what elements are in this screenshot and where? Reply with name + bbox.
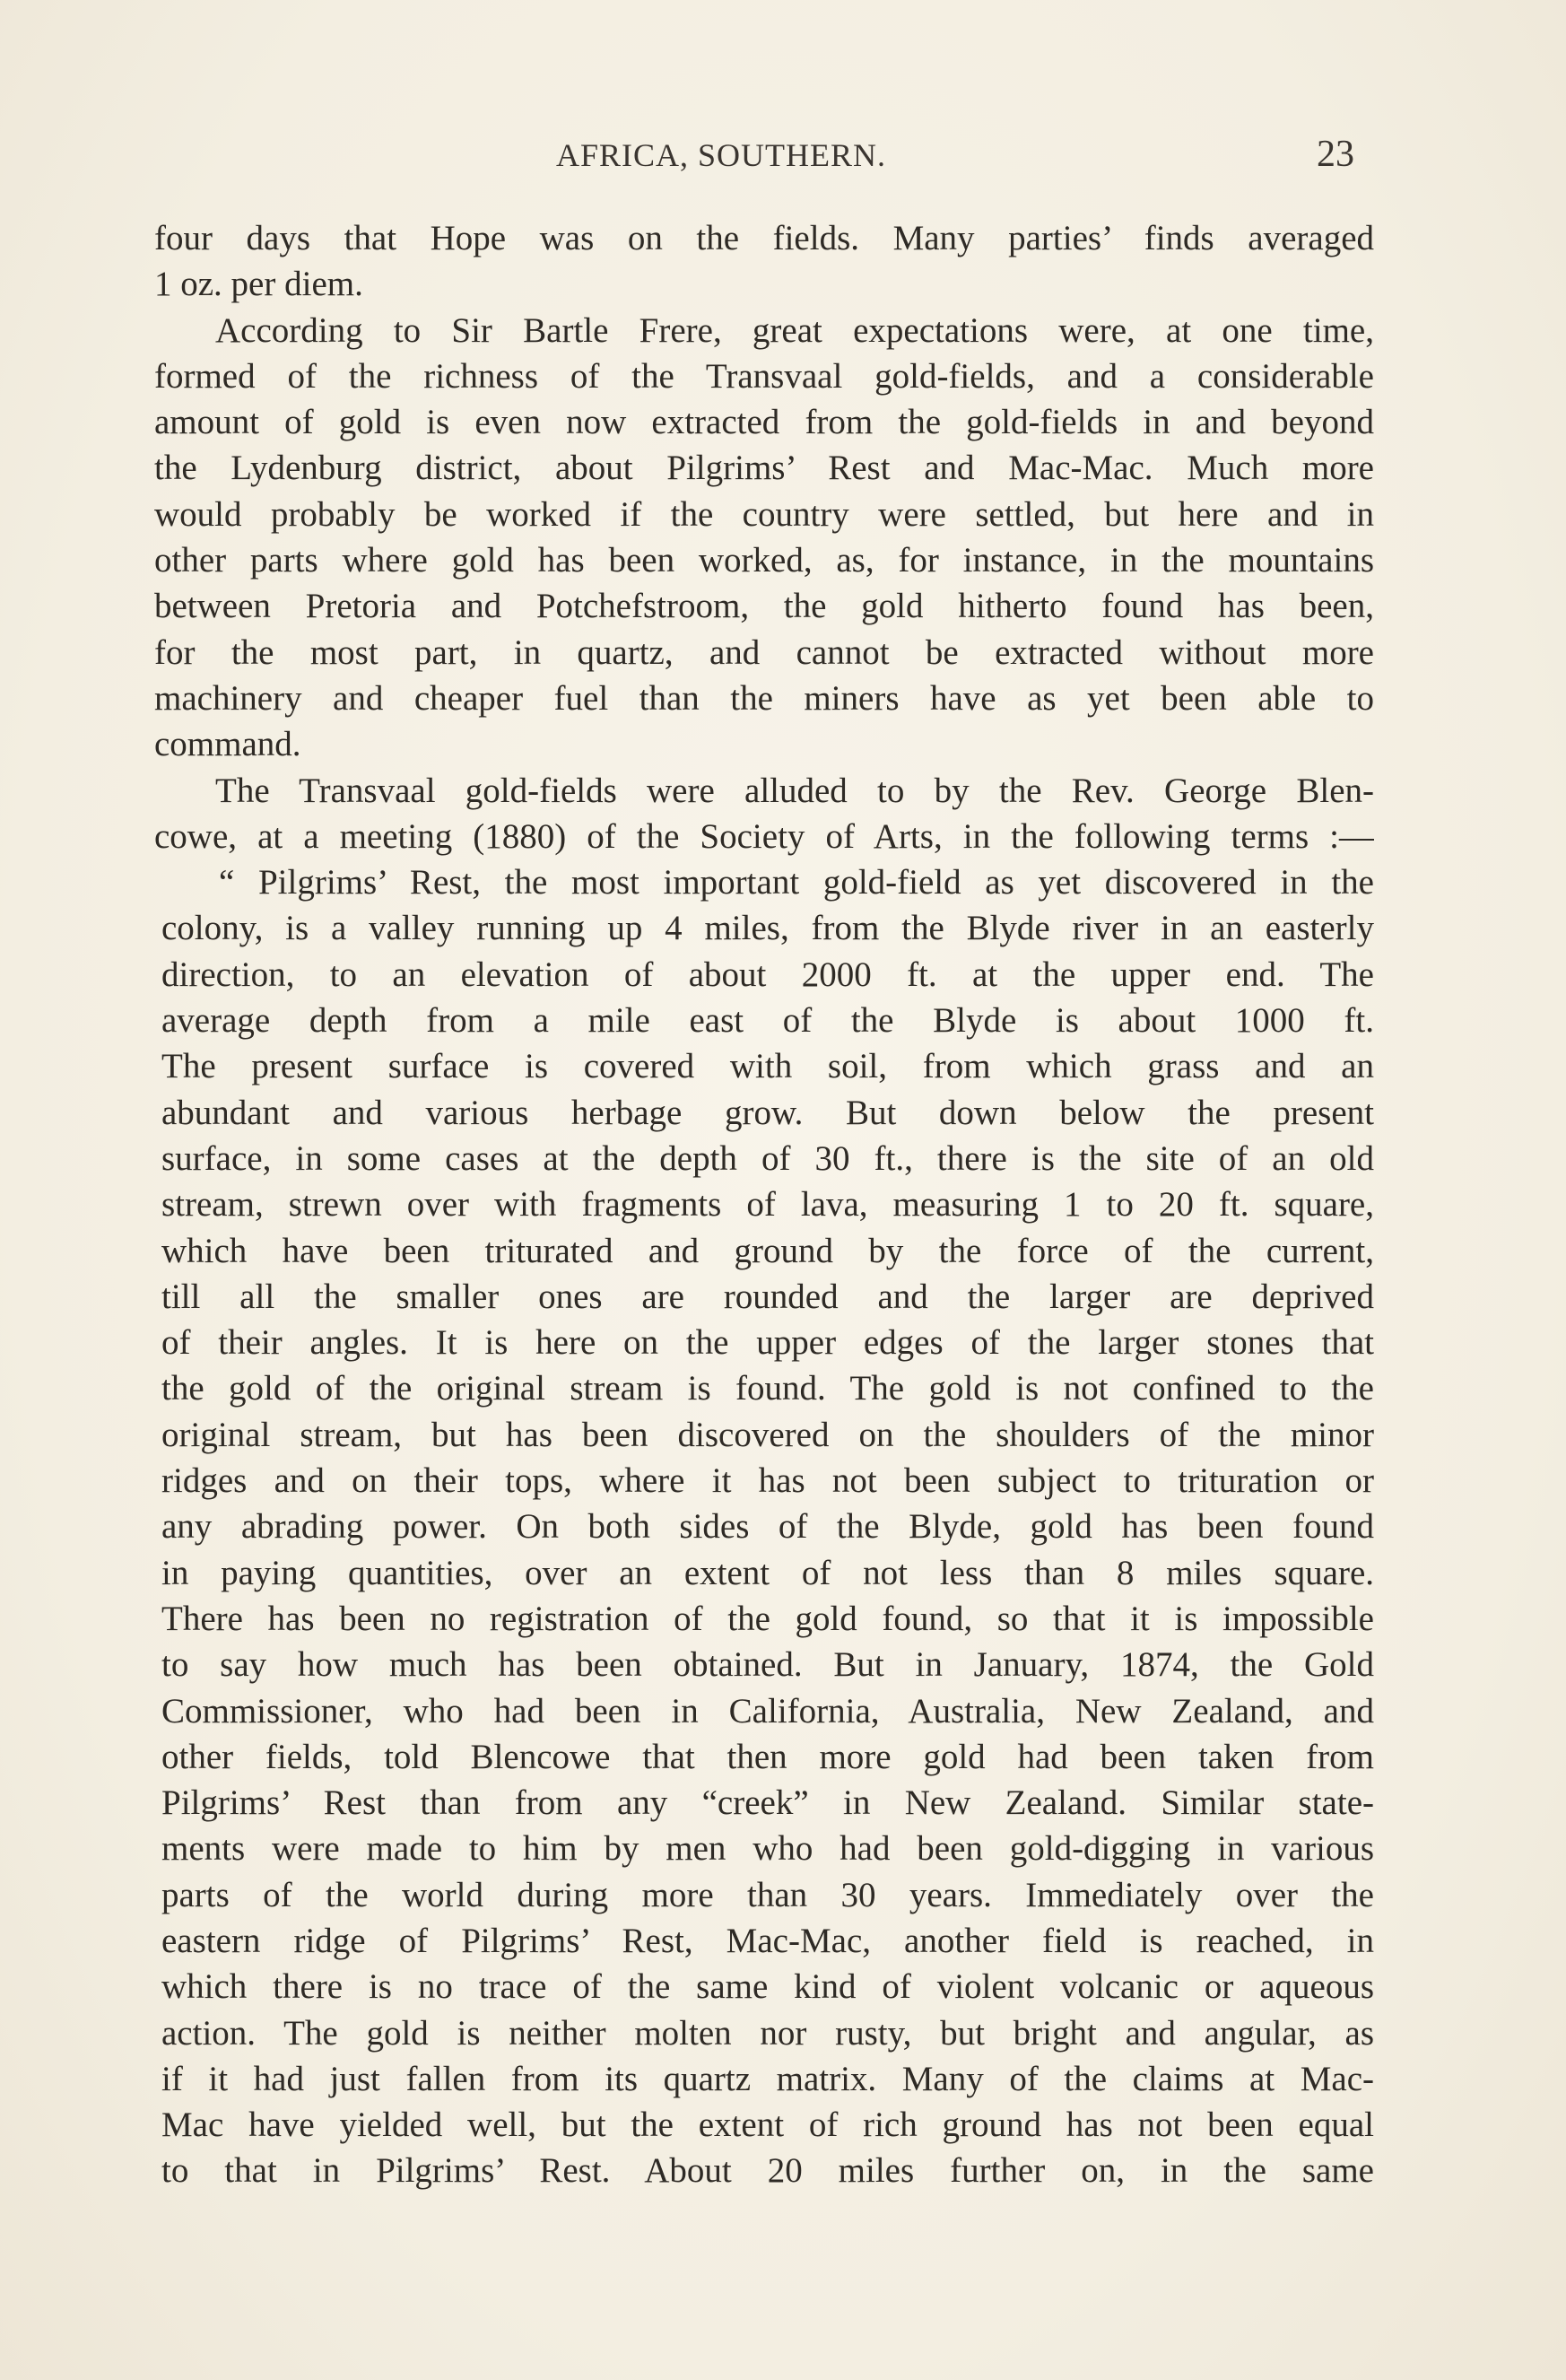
text-line: The present surface is covered with soil, from which grass and an	[161, 1047, 1374, 1086]
text-line: which there is no trace of the same kind of violent volcanic or aqueous	[161, 1967, 1374, 2007]
text-line: “ Pilgrims’ Rest, the most important gold-field as yet discovered in the	[219, 863, 1374, 902]
text-line: between Pretoria and Potchefstroom, the gold hitherto found has been,	[154, 587, 1374, 626]
text-line: abundant and various herbage grow. But down below the present	[161, 1093, 1374, 1132]
text-line: for the most part, in quartz, and cannot be extracted without more	[154, 632, 1374, 672]
text-line: eastern ridge of Pilgrims’ Rest, Mac-Mac, another field is reached, in	[161, 1921, 1374, 1960]
text-line: amount of gold is even now extracted from the gold-fields in and beyond	[154, 403, 1374, 442]
text-line: would probably be worked if the country were settled, but here and in	[154, 494, 1374, 534]
text-line: The Transvaal gold-fields were alluded to by the Rev. George Blen-	[215, 771, 1374, 810]
text-line: stream, strewn over with fragments of lava, measuring 1 to 20 ft. square,	[161, 1185, 1374, 1225]
text-line: There has been no registration of the gold found, so that it is impossible	[161, 1599, 1374, 1638]
running-head: AFRICA, SOUTHERN.	[556, 137, 887, 173]
text-line: cowe, at a meeting (1880) of the Society of Arts, in the following terms :—	[154, 816, 1374, 856]
text-line: Commissioner, who had been in California, Australia, New Zealand, and	[161, 1691, 1374, 1731]
text-line: to that in Pilgrims’ Rest. About 20 miles further on, in the same	[161, 2151, 1374, 2191]
text-line: parts of the world during more than 30 years. Immediately over the	[161, 1875, 1374, 1914]
text-line: direction, to an elevation of about 2000 ft. at the upper end. The	[161, 955, 1374, 994]
text-line: formed of the richness of the Transvaal gold-fields, and a considerable	[154, 356, 1374, 396]
text-line: other parts where gold has been worked, as, for instance, in the mountains	[154, 541, 1374, 580]
text-line: four days that Hope was on the fields. Many parties’ finds averaged	[154, 219, 1374, 257]
text-line: ridges and on their tops, where it has not been subject to trituration or	[161, 1461, 1374, 1501]
text-line: any abrading power. On both sides of the Blyde, gold has been found	[161, 1507, 1374, 1547]
text-line: original stream, but has been discovered on the shoulders of the minor	[161, 1415, 1374, 1454]
text-line: if it had just fallen from its quartz matrix. Many of the claims at Mac-	[161, 2059, 1374, 2098]
text-line: According to Sir Bartle Frere, great expectations were, at one time,	[215, 310, 1374, 350]
page-number: 23	[1317, 134, 1354, 175]
text-line: in paying quantities, over an extent of not less than 8 miles square.	[161, 1553, 1374, 1592]
text-line: of their angles. It is here on the upper edges of the larger stones that	[161, 1323, 1374, 1363]
text-line: Pilgrims’ Rest than from any “creek” in New Zealand. Similar state-	[161, 1783, 1374, 1823]
text-line: surface, in some cases at the depth of 30 ft., there is the site of an old	[161, 1138, 1374, 1178]
text-line: other fields, told Blencowe that then more gold had been taken from	[161, 1737, 1374, 1776]
text-line: the gold of the original stream is found. The gold is not confined to the	[161, 1369, 1374, 1408]
text-line: to say how much has been obtained. But in January, 1874, the Gold	[161, 1645, 1374, 1685]
text-line: ments were made to him by men who had been gold-digging in various	[161, 1829, 1374, 1869]
text-line: machinery and cheaper fuel than the miners have as yet been able to	[154, 678, 1374, 718]
body-text	[154, 215, 1374, 2194]
text-line: till all the smaller ones are rounded and the larger are deprived	[161, 1277, 1374, 1316]
text-line: 1 oz. per diem.	[154, 265, 363, 304]
text-line: Mac have yielded well, but the extent of rich ground has not been equal	[161, 2105, 1374, 2145]
text-line: which have been triturated and ground by the force of the current,	[161, 1231, 1374, 1270]
text-line: the Lydenburg district, about Pilgrims’ Rest and Mac-Mac. Much more	[154, 449, 1374, 488]
text-line: colony, is a valley running up 4 miles, from the Blyde river in an easterly	[161, 909, 1374, 948]
text-line: command.	[154, 725, 301, 764]
text-line: action. The gold is neither molten nor rusty, but bright and angular, as	[161, 2013, 1374, 2053]
text-line: average depth from a mile east of the Blyde is about 1000 ft.	[161, 1001, 1374, 1041]
